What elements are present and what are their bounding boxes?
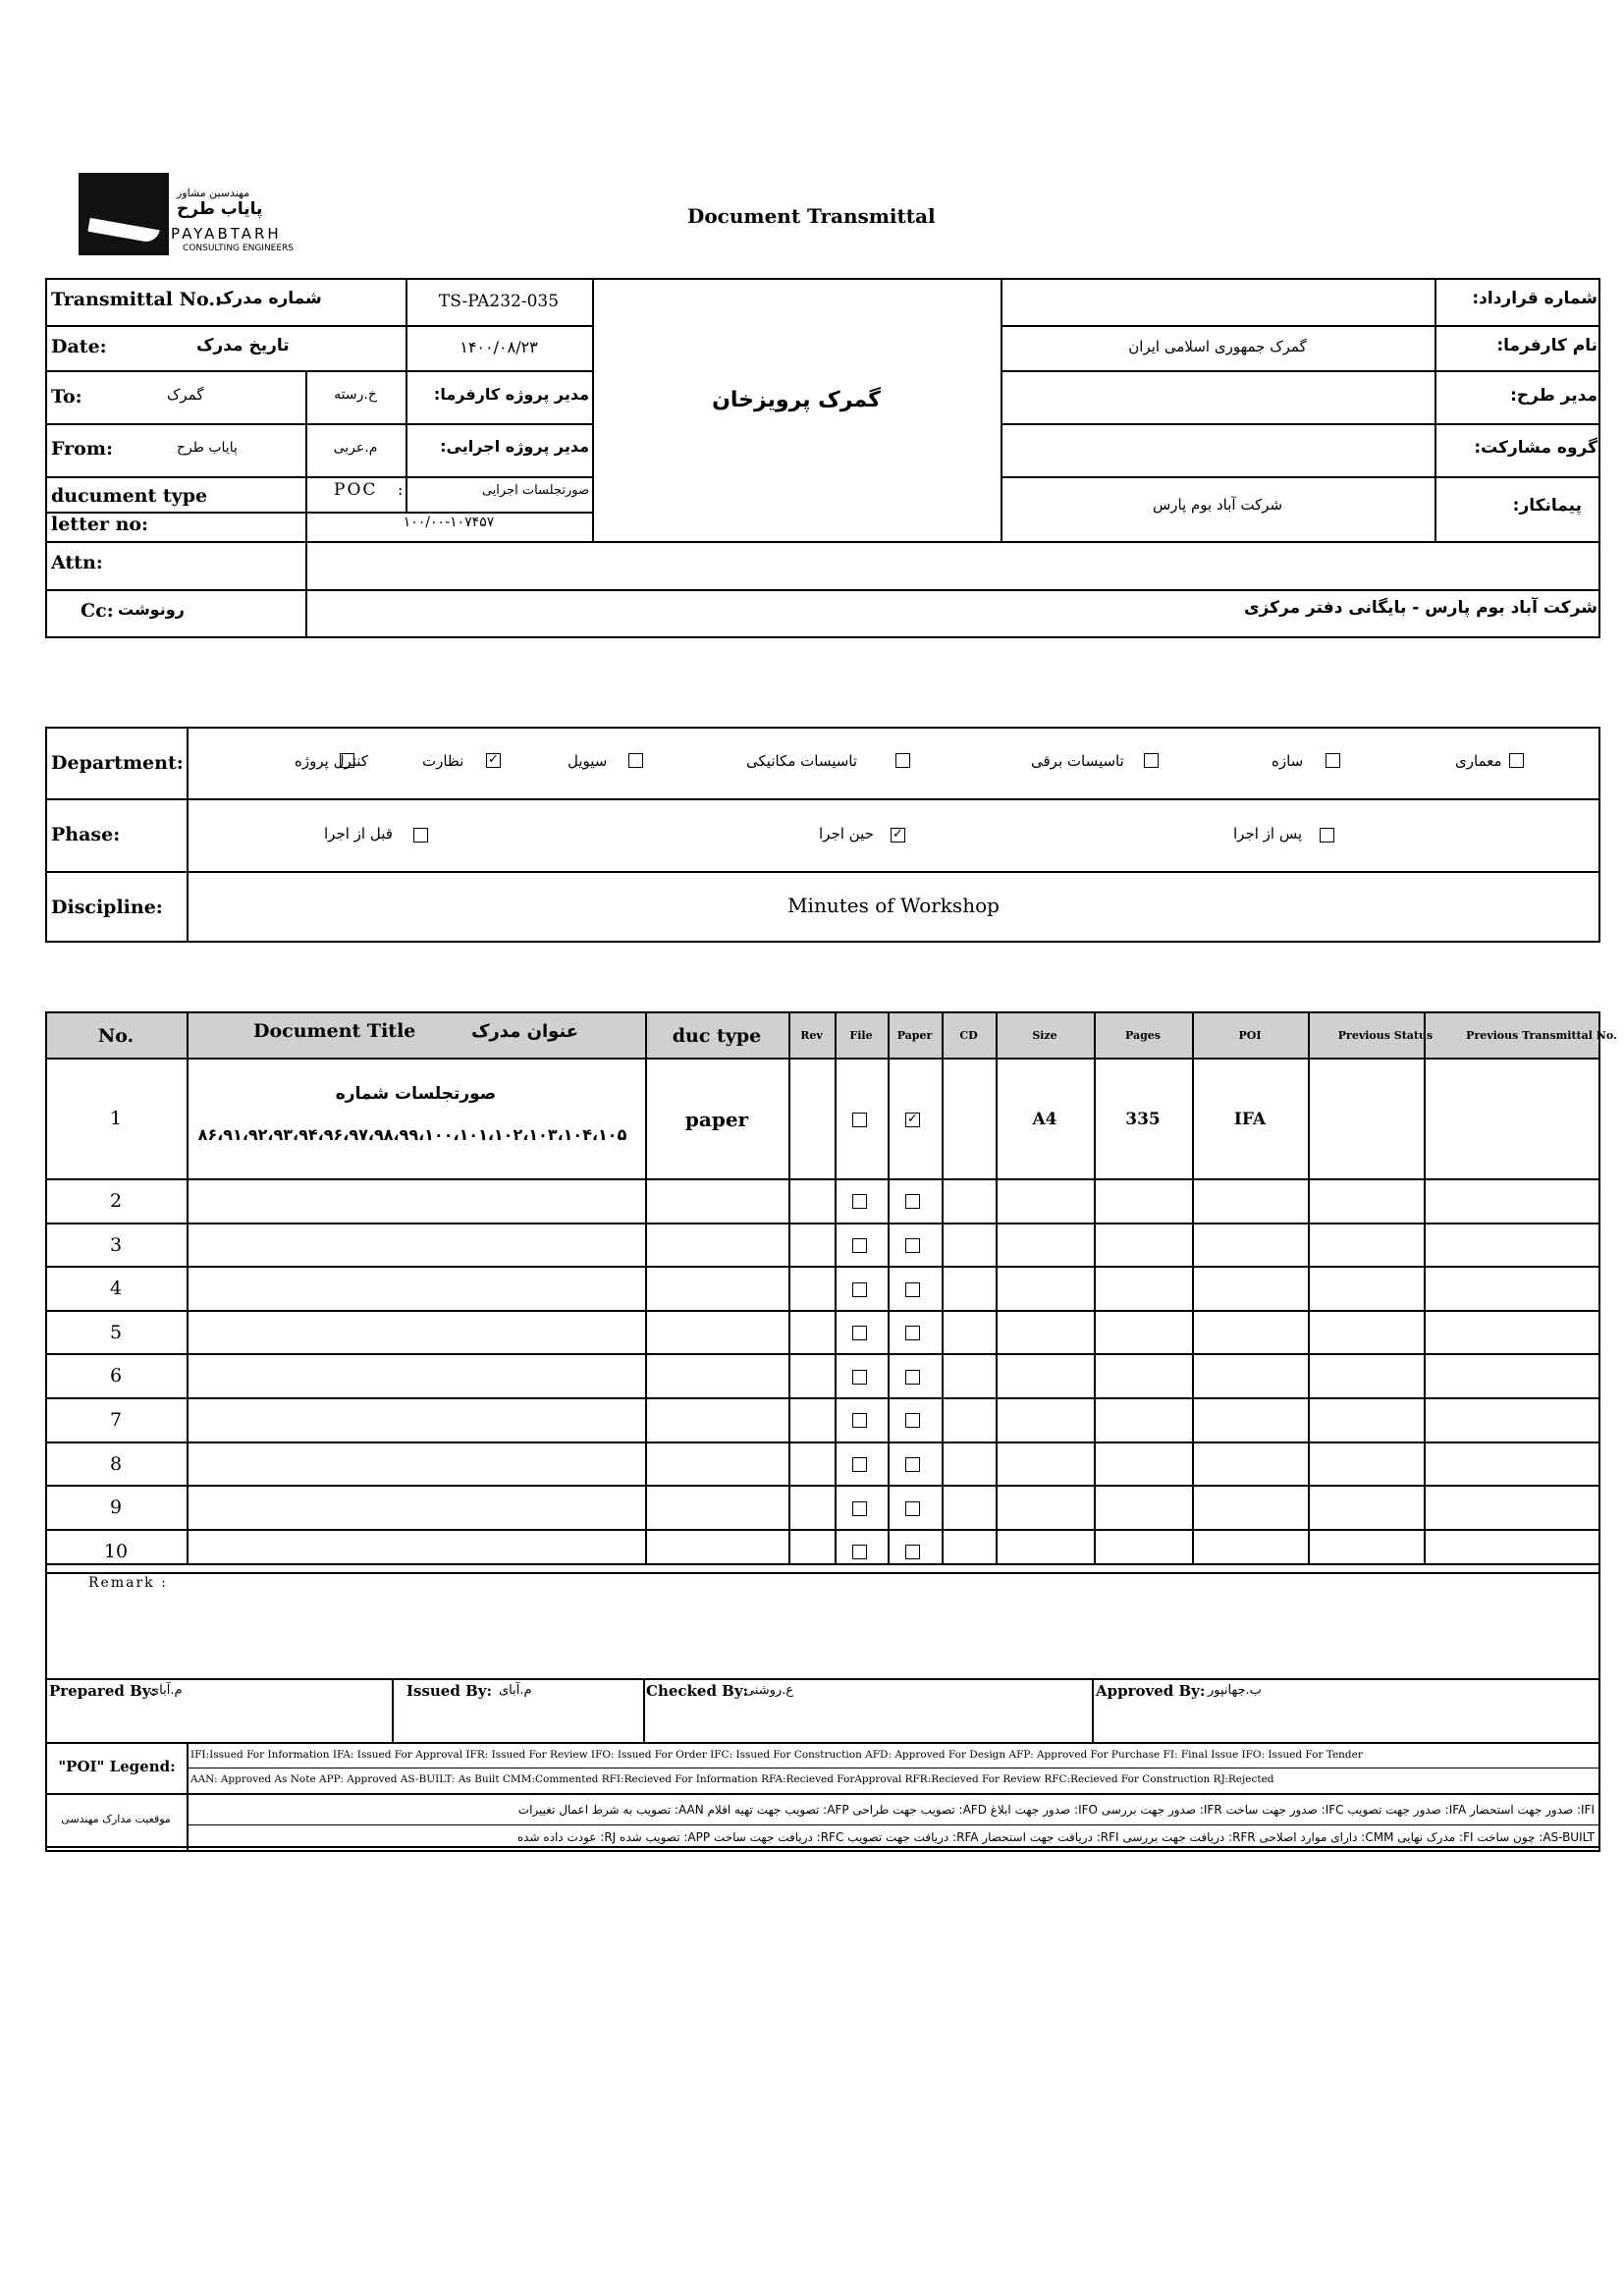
partner-label: گروه مشارکت: bbox=[1474, 438, 1597, 458]
col-title-fa-header: عنوان مدرک bbox=[471, 1021, 579, 1042]
doctype-value: صورتجلسات اجرایی bbox=[481, 483, 589, 498]
info-block bbox=[45, 278, 1600, 638]
to-manager-label: مدیر پروژه کارفرما: bbox=[433, 385, 589, 404]
row-1-file-checkbox[interactable] bbox=[852, 1113, 867, 1127]
doctype-colon: : bbox=[398, 480, 404, 499]
col-size-header: Size bbox=[1032, 1029, 1057, 1042]
logo-en-name: PAYABTARH bbox=[171, 225, 282, 243]
issued-by-value: م.آبای bbox=[499, 1683, 532, 1698]
date-label-fa: تاریخ مدرک bbox=[196, 336, 290, 355]
row-number-9: 9 bbox=[109, 1496, 123, 1518]
from-manager-label: مدیر پروژه اجرایی: bbox=[440, 437, 589, 456]
row-number-3: 3 bbox=[109, 1233, 123, 1256]
row-3-paper-checkbox[interactable] bbox=[905, 1238, 920, 1253]
department-option-label-3: سیویل bbox=[568, 752, 608, 770]
cc-label: Cc: bbox=[81, 600, 114, 622]
cc-value: شرکت آباد بوم پارس - بایگانی دفتر مرکزی bbox=[1243, 598, 1597, 618]
transmittal-label: Transmittal No.: bbox=[51, 289, 222, 310]
row-3-file-checkbox[interactable] bbox=[852, 1238, 867, 1253]
logo-fa-name: پایاب طرح bbox=[177, 199, 263, 219]
row1-title: صورتجلسات شماره bbox=[335, 1084, 497, 1104]
department-checkbox-2[interactable]: ✓ bbox=[486, 753, 501, 768]
issued-by-label: Issued By: bbox=[406, 1682, 492, 1700]
employer-value: گمرک جمهوری اسلامی ایران bbox=[1128, 338, 1307, 355]
from-value: پایاب طرح bbox=[177, 440, 238, 456]
project-name: گمرک پرویزخان bbox=[712, 388, 881, 412]
col-paper-header: Paper bbox=[896, 1029, 933, 1042]
row1-type: paper bbox=[684, 1107, 749, 1131]
discipline-label: Discipline: bbox=[51, 897, 163, 918]
col-type-header: duc type bbox=[672, 1024, 762, 1047]
department-option-label-5: تاسیسات برقی bbox=[1031, 752, 1124, 770]
row-4-paper-checkbox[interactable] bbox=[905, 1282, 920, 1297]
remark-label: Remark : bbox=[88, 1575, 168, 1591]
row-2-file-checkbox[interactable] bbox=[852, 1194, 867, 1209]
row-2-paper-checkbox[interactable] bbox=[905, 1194, 920, 1209]
row-8-paper-checkbox[interactable] bbox=[905, 1457, 920, 1472]
contract-label: شماره قرارداد: bbox=[1472, 289, 1597, 308]
row-5-paper-checkbox[interactable] bbox=[905, 1326, 920, 1340]
contractor-value: شرکت آباد بوم پارس bbox=[1152, 496, 1283, 514]
poi-legend-line1: IFI:Issued For Information IFA: Issued For Approval IFR: Issued For Review IFO: Issued For Order IFC: Issued For Construction AFD: Approved For Design AFP: Approved For Purchase FI: Final Issue IFO: Issued For Tender bbox=[190, 1749, 1363, 1761]
approved-by-label: Approved By: bbox=[1096, 1682, 1206, 1700]
poi-legend-line2: AAN: Approved As Note APP: Approved AS-BUILT: As Built CMM:Commented RFI:Recieved For Information RFA:Recieved ForApproval RFR:Recieved For Review RFC:Recieved For Construction RJ:Rejected bbox=[190, 1773, 1274, 1785]
transmittal-label-fa: شماره مدرک bbox=[216, 289, 322, 308]
col-rev-header: Rev bbox=[800, 1029, 823, 1042]
cc-label-fa: رونوشت bbox=[118, 600, 185, 619]
row-8-file-checkbox[interactable] bbox=[852, 1457, 867, 1472]
row-5-file-checkbox[interactable] bbox=[852, 1326, 867, 1340]
phase-option-label-1: قبل از اجرا bbox=[324, 825, 393, 843]
row-number-6: 6 bbox=[109, 1364, 123, 1387]
department-option-label-6: سازه bbox=[1272, 752, 1304, 770]
prepared-by-value: م.آبای bbox=[149, 1683, 183, 1698]
row-number-10: 10 bbox=[103, 1540, 129, 1562]
poi-legend-label: "POI" Legend: bbox=[58, 1758, 176, 1775]
to-value: گمرک bbox=[167, 386, 204, 404]
doctype-label: ducument type bbox=[51, 485, 208, 507]
from-label: From: bbox=[51, 438, 113, 460]
logo-subtitle: CONSULTING ENGINEERS bbox=[183, 244, 295, 253]
row-9-file-checkbox[interactable] bbox=[852, 1501, 867, 1516]
row1-poi: IFA bbox=[1233, 1109, 1267, 1129]
page-title: Document Transmittal bbox=[687, 204, 936, 228]
approved-by-value: ب.جهانپور bbox=[1208, 1683, 1262, 1698]
attn-label: Attn: bbox=[51, 552, 103, 573]
row-6-file-checkbox[interactable] bbox=[852, 1370, 867, 1385]
row-4-file-checkbox[interactable] bbox=[852, 1282, 867, 1297]
phase-option-label-2: حین اجرا bbox=[819, 825, 874, 843]
department-checkbox-5[interactable] bbox=[1144, 753, 1159, 768]
row-10-paper-checkbox[interactable] bbox=[905, 1545, 920, 1559]
col-poi-header: POI bbox=[1238, 1029, 1262, 1042]
row-7-paper-checkbox[interactable] bbox=[905, 1413, 920, 1428]
col-pages-header: Pages bbox=[1125, 1029, 1161, 1042]
col-prev-transmittal-header: Previous Transmittal No. bbox=[1466, 1029, 1617, 1042]
to-manager: خ.رسته bbox=[334, 387, 377, 403]
row-number-2: 2 bbox=[109, 1189, 123, 1212]
department-checkbox-7[interactable] bbox=[1509, 753, 1524, 768]
department-checkbox-4[interactable] bbox=[895, 753, 910, 768]
department-option-label-7: معماری bbox=[1455, 752, 1502, 770]
from-manager: م.عربی bbox=[333, 440, 378, 456]
to-label: To: bbox=[51, 386, 82, 408]
row1-pages: 335 bbox=[1125, 1109, 1161, 1129]
status-legend-row2: AS-BUILT: چون ساخت FI: مدرک نهایی CMM: دارای موارد اصلاحی RFR: دریافت جهت بررسی RFI: دریافت جهت استحضار RFA: دریافت جهت تصویب RFC: دریافت جهت ساخت APP: تصویب شده RJ: عودت داده شده bbox=[516, 1830, 1595, 1844]
row1-size: A4 bbox=[1032, 1109, 1057, 1129]
logo-mark-icon bbox=[79, 173, 169, 255]
employer-label: نام کارفرما: bbox=[1496, 336, 1597, 355]
prepared-by-label: Prepared By: bbox=[49, 1682, 157, 1700]
col-cd-header: CD bbox=[959, 1029, 978, 1042]
status-legend-row1: IFI: صدور جهت استحضار IFA: صدور جهت تصویب IFC: صدور جهت ساخت IFR: صدور جهت بررسی IFO: صدور جهت ابلاغ AFD: تصویب جهت طراحی AFP: تصویب جهت تهیه اقلام AAN: تصویب به شرط اعمال تغییرات bbox=[517, 1803, 1595, 1817]
discipline-value: Minutes of Workshop bbox=[787, 894, 1000, 917]
doctype-code: POC bbox=[334, 480, 378, 500]
row-9-paper-checkbox[interactable] bbox=[905, 1501, 920, 1516]
row1-title-numbers: ۸۶،۹۱،۹۲،۹۳،۹۴،۹۶،۹۷،۹۸،۹۹،۱۰۰،۱۰۱،۱۰۲،۱۰۳،۱۰۴،۱۰۵ bbox=[197, 1125, 627, 1144]
department-option-label-2: نظارت bbox=[422, 752, 464, 770]
designer-label: مدیر طرح: bbox=[1510, 386, 1597, 406]
letter-value: ۱۰۰/۰۰-۱۰۷۴۵۷ bbox=[403, 515, 495, 530]
row-number-4: 4 bbox=[109, 1277, 123, 1299]
checked-by-label: Checked By: bbox=[646, 1682, 749, 1700]
row-1-paper-checkbox[interactable]: ✓ bbox=[905, 1113, 920, 1127]
date-label: Date: bbox=[51, 336, 107, 357]
checked-by-value: ع.روشنی bbox=[744, 1683, 794, 1698]
row-number-1: 1 bbox=[109, 1107, 123, 1129]
phase-checkbox-1[interactable] bbox=[413, 828, 428, 843]
department-checkbox-6[interactable] bbox=[1326, 753, 1340, 768]
transmittal-value: TS-PA232-035 bbox=[438, 292, 560, 311]
department-label: Department: bbox=[51, 752, 184, 774]
status-legend-label: موقعیت مدارک مهندسی bbox=[61, 1813, 171, 1825]
row-number-5: 5 bbox=[109, 1321, 123, 1343]
phase-option-label-3: پس از اجرا bbox=[1233, 825, 1303, 843]
row-number-8: 8 bbox=[109, 1452, 123, 1475]
phase-checkbox-3[interactable] bbox=[1320, 828, 1334, 843]
col-title-en-header: Document Title bbox=[253, 1020, 416, 1042]
col-prev-status-header: Previous Status bbox=[1337, 1029, 1434, 1042]
col-no-header: No. bbox=[97, 1024, 135, 1047]
department-option-label-1: کنترل پروژه bbox=[295, 752, 368, 770]
department-option-label-4: تاسیسات مکانیکی bbox=[746, 752, 858, 770]
row-7-file-checkbox[interactable] bbox=[852, 1413, 867, 1428]
row-6-paper-checkbox[interactable] bbox=[905, 1370, 920, 1385]
contractor-label: پیمانکار: bbox=[1512, 496, 1582, 516]
col-file-header: File bbox=[849, 1029, 873, 1042]
phase-label: Phase: bbox=[51, 824, 121, 845]
department-checkbox-3[interactable] bbox=[628, 753, 643, 768]
row-number-7: 7 bbox=[109, 1408, 123, 1431]
phase-checkbox-2[interactable]: ✓ bbox=[891, 828, 905, 843]
letter-label: letter no: bbox=[51, 514, 149, 535]
date-value: ۱۴۰۰/۰۸/۲۳ bbox=[460, 338, 538, 356]
logo-fa-label: مهندسین مشاور bbox=[177, 187, 250, 199]
row-10-file-checkbox[interactable] bbox=[852, 1545, 867, 1559]
